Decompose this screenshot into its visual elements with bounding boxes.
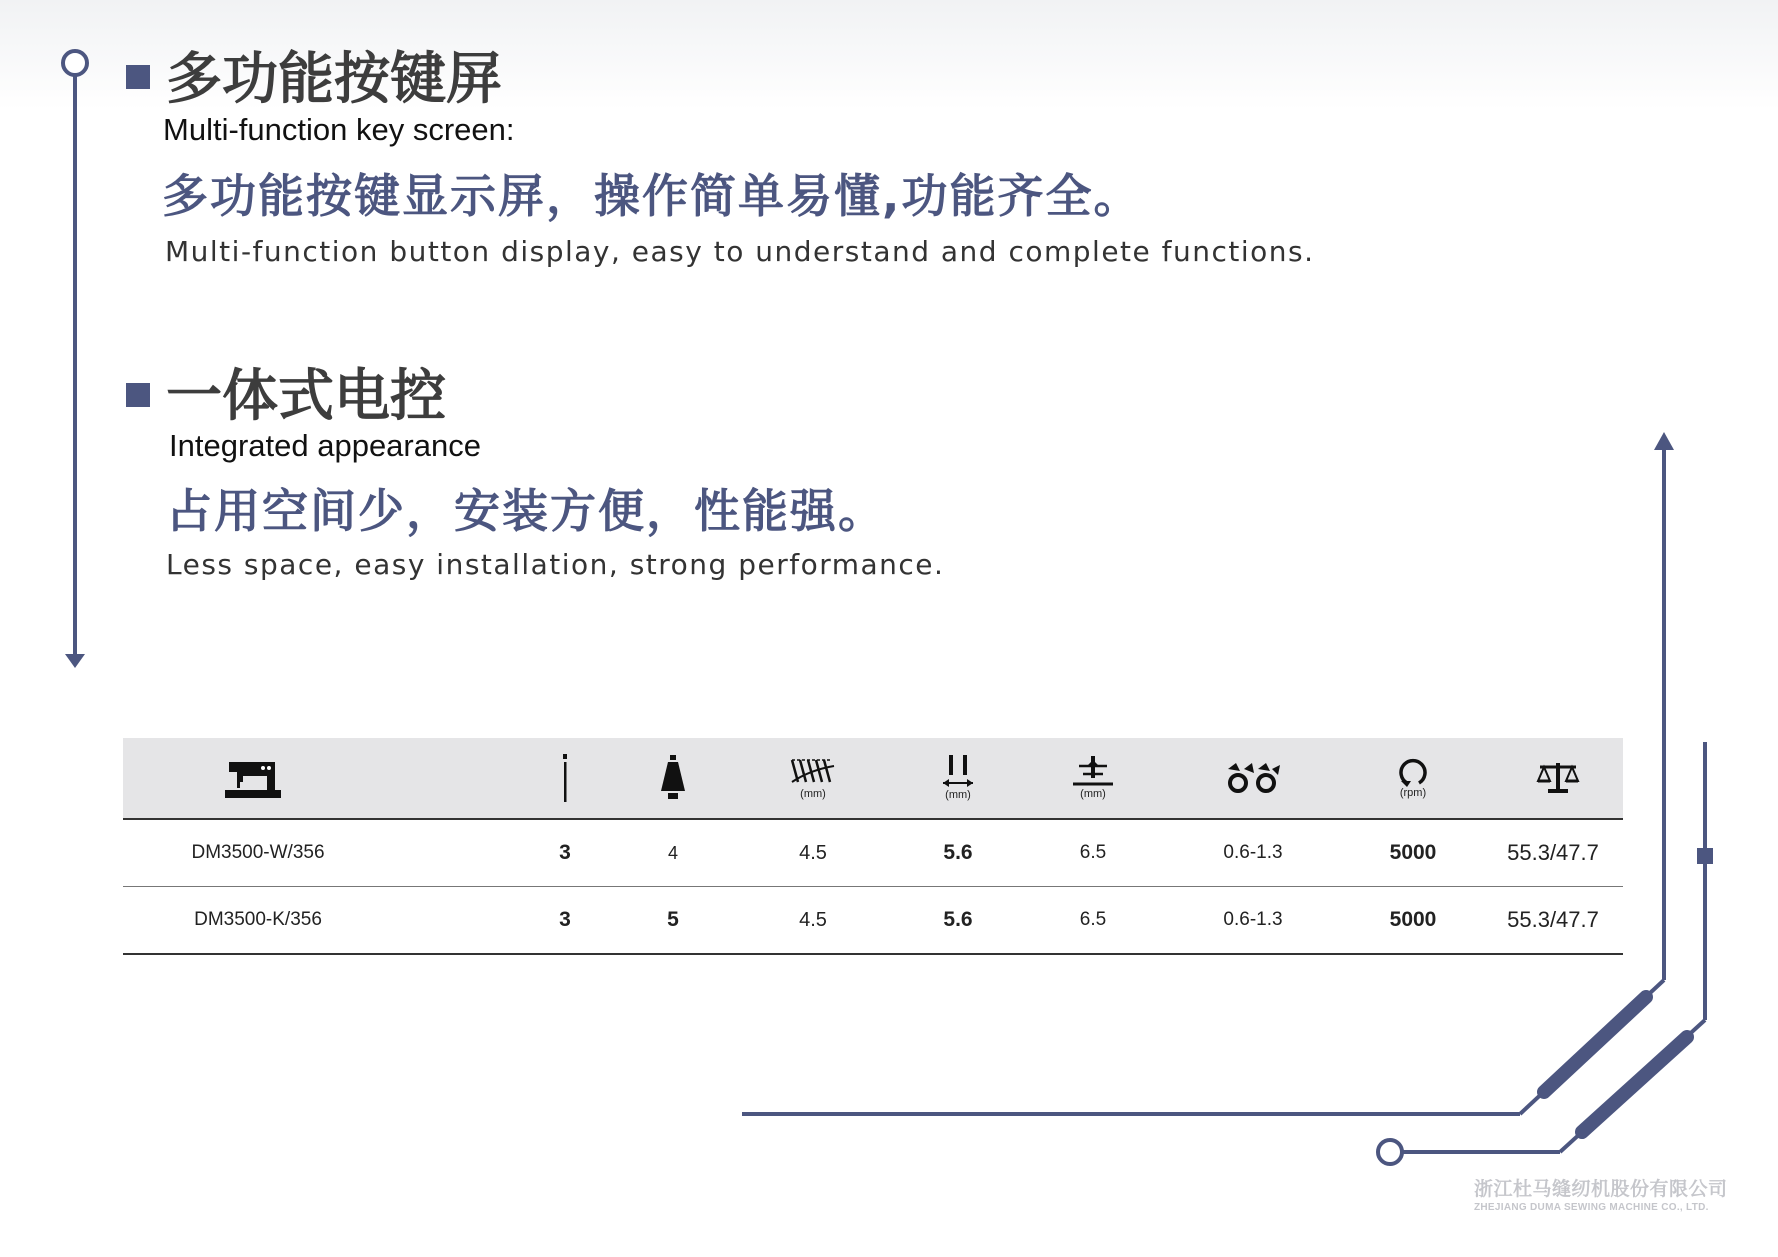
section1-title-en: Multi-function key screen: [163,112,515,147]
footer-company-en: ZHEJIANG DUMA SEWING MACHINE CO., LTD. [1474,1202,1709,1213]
cell-needles: 3 [559,908,571,931]
timeline-down-arrow-icon [65,654,85,668]
header-cell-machine [203,738,303,818]
circuit-line-decoration [730,420,1778,1190]
section2-title-cn: 一体式电控 [166,364,446,429]
section1-desc-en: Multi-function button display, easy to understand and complete functions. [165,235,1315,268]
cell-model: DM3500-W/356 [191,842,325,863]
section2-bullet [126,383,150,407]
section1-title-cn: 多功能按键屏 [166,47,502,112]
timeline-start-circle [63,51,87,75]
section2-desc-cn: 占用空间少，安装方便，性能强。 [166,484,886,538]
left-timeline-decoration [50,40,100,680]
needle-icon [559,754,571,802]
section1-bullet [126,65,150,89]
footer-company-cn: 浙江杜马缝纫机股份有限公司 [1474,1178,1728,1200]
cell-speed: 5000 [1389,908,1437,931]
header-cell-thread [643,738,703,818]
section2-title-en: Integrated appearance [169,428,481,463]
header-unit-speed: (rpm) [1399,787,1427,799]
cell-stitch-length: 4.5 [799,841,827,864]
cell-weight: 55.3/47.7 [1507,907,1599,932]
section1-desc-cn: 多功能按键显示屏，操作简单易懂,功能齐全。 [162,169,1142,223]
section2-desc-en: Less space, easy installation, strong performance. [166,548,945,581]
sewing-machine-icon [225,756,281,800]
header-cell-needle [535,738,595,818]
cell-differential: 0.6-1.3 [1223,842,1283,863]
circuit-end-circle [1378,1140,1402,1164]
cell-presser-foot: 6.5 [1079,842,1107,863]
cell-needle-gauge: 5.6 [943,908,973,931]
cell-presser-foot: 6.5 [1079,909,1107,930]
cell-model: DM3500-K/356 [194,909,322,930]
cell-threads: 5 [667,908,679,931]
cell-needles: 3 [559,841,571,864]
thread-cone-icon [659,755,687,801]
timeline-up-arrow-icon [1654,432,1674,450]
header-unit-stitch-length: (mm) [800,788,826,800]
cell-weight: 55.3/47.7 [1507,840,1599,865]
cell-needle-gauge: 5.6 [943,841,973,864]
header-unit-presser-foot: (mm) [1080,788,1106,800]
header-unit-needle-gauge: (mm) [945,789,971,801]
cell-differential: 0.6-1.3 [1223,909,1283,930]
cell-stitch-length: 4.5 [799,908,827,931]
circuit-node-square [1697,848,1713,864]
cell-speed: 5000 [1389,841,1437,864]
cell-threads: 4 [667,842,678,863]
circuit-bar [1544,997,1646,1092]
